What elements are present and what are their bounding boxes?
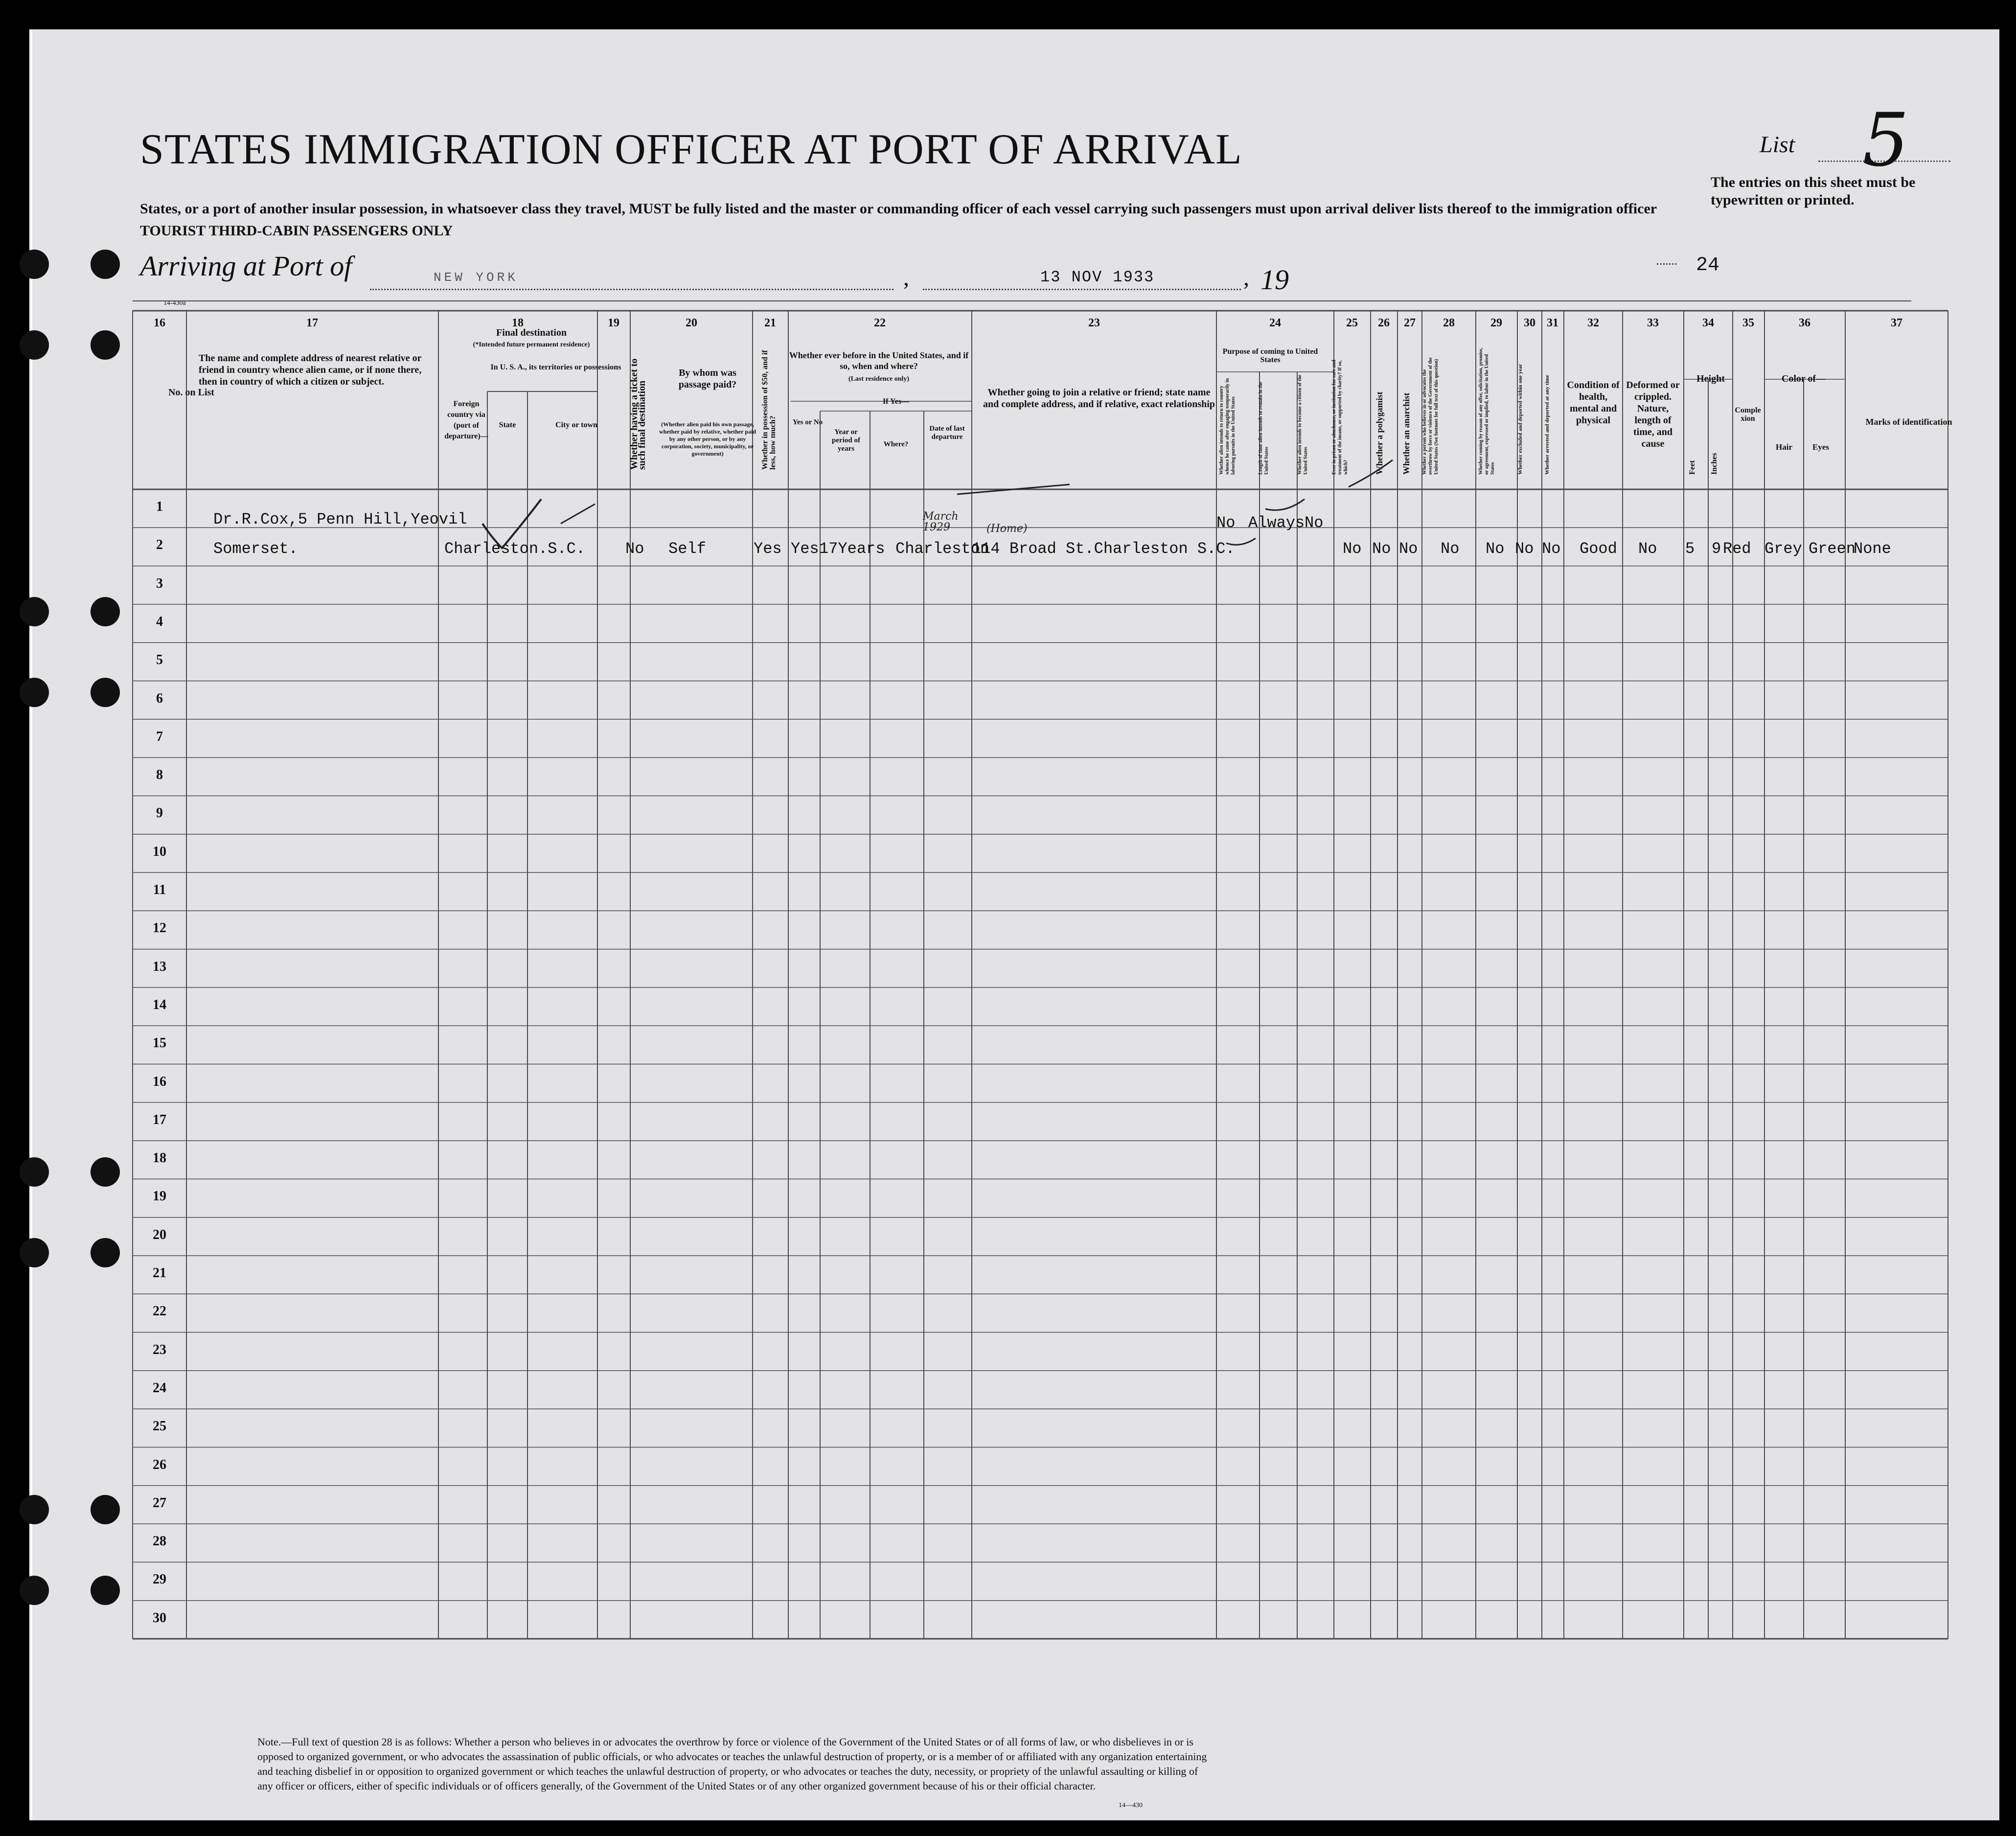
row-number: 12	[153, 920, 166, 936]
row-number: 5	[156, 652, 163, 668]
header-fifty-dollars: Whether in possession of $50, and if less, how much?	[761, 350, 777, 470]
table-grid	[32, 29, 1999, 1820]
date-value: 13 NOV 1933	[1040, 268, 1155, 286]
column-number: 32	[1587, 317, 1599, 329]
cell-date-departure: March 1929	[923, 510, 959, 533]
binding-hole	[91, 1157, 120, 1187]
row-number: 14	[153, 997, 166, 1012]
header-ticket: Whether having a ticket to such final destination	[629, 358, 647, 470]
header-hair: Hair	[1776, 442, 1792, 452]
header-foreign-country: Foreign country via (port of departure)—	[444, 400, 488, 440]
arriving-label: Arriving at Port of	[140, 250, 352, 282]
column-number: 20	[686, 317, 697, 329]
header-if-yes: If Yes—	[882, 397, 910, 406]
row-number: 25	[153, 1419, 166, 1434]
cell-anarchist: No	[1399, 540, 1418, 558]
binding-hole	[20, 250, 49, 279]
row-number: 27	[153, 1495, 166, 1511]
header-overthrow: Whether a person who believes in or advocates the overthrow by force or violence of the Government of the United States (See footnote for full text of this question)	[1422, 357, 1439, 475]
row-number: 15	[153, 1035, 166, 1051]
row-number: 22	[153, 1304, 166, 1319]
header-final-destination: Final destination	[496, 327, 567, 338]
cell-hair: Grey	[1764, 540, 1802, 558]
header-complexion: Complexion	[1735, 406, 1761, 423]
binding-hole	[91, 330, 120, 360]
header-paid-by-note: (Whether alien paid his own passage, whether paid by relative, whether paid by any other person, or by any corporation, society, municipality, or government)	[659, 421, 756, 457]
binding-hole	[91, 1576, 120, 1605]
form-code-top: 14-430a	[163, 299, 186, 307]
cell-relative-line2: Somerset.	[213, 540, 298, 558]
cell-has-50: Yes	[754, 540, 782, 558]
page-number: 24	[1696, 254, 1720, 276]
row-number: 1	[156, 499, 163, 514]
cell-arrested: No	[1542, 540, 1561, 558]
row-number: 21	[153, 1265, 166, 1281]
row-number: 6	[156, 690, 163, 706]
column-number: 27	[1404, 317, 1416, 329]
cell-feet: 5	[1685, 540, 1695, 558]
row-number: 26	[153, 1457, 166, 1472]
column-number: 26	[1378, 317, 1390, 329]
header-relative: The name and complete address of nearest relative or friend in country whence alien came, or if none there, then in country of which a citizen or subject.	[199, 353, 422, 387]
binding-hole	[20, 1495, 49, 1524]
cell-where: Charleston	[895, 540, 990, 558]
binding-hole	[20, 1157, 49, 1187]
column-number: 19	[608, 317, 619, 329]
header-where: Where?	[883, 440, 909, 448]
header-eyes: Eyes	[1812, 442, 1829, 452]
header-last-residence: (Last residence only)	[848, 375, 910, 383]
subtitle-instructions: States, or a port of another insular possession, in whatsoever class they travel, MUST be fully listed and the master or commanding officer of each vessel carrying such passengers must upon arrival deliver lists thereof to the immigration officer	[140, 201, 1657, 217]
year-label: 19	[1260, 264, 1289, 296]
subtitle-class: TOURIST THIRD-CABIN PASSENGERS ONLY	[140, 223, 453, 239]
header-become-citizen: Whether alien intends to become a citizen of the United States	[1297, 374, 1308, 475]
cell-marks: None	[1854, 540, 1891, 558]
row-number: 13	[153, 959, 166, 974]
cell-ticket: No	[625, 540, 644, 558]
cell-destination: Charleston.S.C.	[444, 540, 586, 558]
cell-eyes: Green	[1809, 540, 1856, 558]
cell-return-intent: No	[1216, 514, 1236, 532]
list-label: List	[1760, 132, 1795, 158]
cell-excluded: No	[1515, 540, 1534, 558]
header-prison: Ever in prison or almshouse, or institution for care and treatment of the insane, or supported by charity? If so, which?	[1331, 360, 1349, 475]
cell-paid-by: Self	[668, 540, 706, 558]
column-number: 31	[1547, 317, 1558, 329]
header-anarchist: Whether an anarchist	[1401, 392, 1411, 475]
header-feet: Feet	[1688, 460, 1696, 475]
binding-hole	[20, 597, 49, 626]
header-final-destination-note: (*Intended future permanent residence)	[473, 341, 590, 348]
row-number: 3	[156, 575, 163, 591]
binding-hole	[91, 1238, 120, 1267]
cell-complexion: Red	[1723, 540, 1751, 558]
header-city: City or town	[555, 421, 597, 429]
column-number: 22	[874, 317, 886, 329]
cell-length-stay: Always	[1248, 514, 1305, 532]
column-number: 36	[1799, 317, 1810, 329]
binding-hole	[91, 678, 120, 707]
cell-joining: 114 Broad St.Charleston S.C.	[972, 540, 1235, 558]
binding-hole	[20, 1238, 49, 1267]
row-number: 7	[156, 729, 163, 744]
column-number: 17	[306, 317, 318, 329]
column-number: 28	[1443, 317, 1455, 329]
row-number: 16	[153, 1074, 166, 1089]
column-number: 24	[1269, 317, 1281, 329]
binding-hole	[20, 678, 49, 707]
cell-joining-note: (Home)	[986, 523, 1028, 535]
page-title: STATES IMMIGRATION OFFICER AT PORT OF ARRIVAL	[140, 126, 1242, 173]
row-number: 4	[156, 614, 163, 629]
row-number: 30	[153, 1610, 166, 1626]
header-date-departure: Date of last departure	[929, 425, 965, 441]
cell-prison: No	[1343, 540, 1362, 558]
column-number: 25	[1346, 317, 1358, 329]
column-number: 29	[1490, 317, 1502, 329]
cell-health: Good	[1580, 540, 1617, 558]
entries-note: The entries on this sheet must be typewritten or printed.	[1711, 174, 1916, 208]
header-no-on-list: No. on List	[168, 387, 214, 398]
header-deformed: Deformed or crippled. Nature, length of time, and cause	[1626, 380, 1680, 449]
header-color: Color of—	[1781, 373, 1826, 384]
cell-offer-labor: No	[1486, 540, 1505, 558]
cell-deformed: No	[1638, 540, 1657, 558]
row-number: 2	[156, 537, 163, 553]
header-paid-by: By whom was passage paid?	[678, 367, 737, 390]
column-number: 33	[1647, 317, 1659, 329]
header-state: State	[499, 421, 516, 429]
footnote: Note.—Full text of question 28 is as follows: Whether a person who believes in or advocates the overthrow by force or violence of the Government of the United States or of all forms of law, or who disbelieves in or is opposed to organized government, or who advocates the assassination of public officials, or who advocates or teaches the unlawful destruction of property, or is a member of or affiliated with any organization entertaining and teaching disbelief in or opposition to organized government or which teaches the unlawful destruction of property, or who advocates or teaches the duty, necessity, or propriety of the unlawful assaulting or killing of any officer or officers, either of specific individuals or of officers generally, of the Government of the United States or of any other organized government because of his or their official character.	[257, 1736, 1207, 1792]
binding-hole	[91, 597, 120, 626]
port-value: NEW YORK	[434, 270, 518, 285]
row-number: 8	[156, 767, 163, 783]
header-excluded: Whether excluded and deported within one year	[1517, 364, 1523, 475]
header-marks: Marks of identification	[1865, 417, 1952, 427]
row-number: 28	[153, 1534, 166, 1549]
row-number: 19	[153, 1189, 166, 1204]
cell-overthrow: No	[1441, 540, 1460, 558]
column-number: 23	[1088, 317, 1100, 329]
manifest-sheet: STATES IMMIGRATION OFFICER AT PORT OF ARRIVAL States, or a port of another insular possession, in whatsoever class they travel, MUST be fully listed and the master or commanding officer of each vessel carrying such passengers must upon arrival deliver lists thereof to the immigration officer TOURIST THIRD-CABIN PASSENGERS ONLY Arriving at Port of NEW YORK , 13 NOV 1933 , 19 24 List 5 The entries on this sheet must be typewritten or printed. 14-430a 16 17 18 19 20 21 22 23 24 25 26 27 28 29 30 31 32 33 34 35 36 37 No. on List The name and complete address of nearest relative or friend in country whence alien came, or if none there, then in country of which a citizen or subject. Final destination (*Intended future permanent residence) Foreign country via (port of departure)— In U. S. A., its territories or possessions State City or town Whether having a ticket to such final destination By whom was passage paid? (Whether alien paid his own passage, whether paid by relative, whether paid by any other person, or by any corporation, society, municipality, or government) Whether in possession of $50, and if less, how much? Whether ever before in the United States, and if so, when and where? (Last residence only) If Yes— Yes or No Year or period of years Where? Date of last departure Whether going to join a relative or friend; state name and complete address, and if relative, exact relationship Purpose of coming to United States Whether alien intends to return to country whence he came after engaging temporarily in laboring pursuits in the United States Length of time alien intends to remain in the United States Whether alien intends to become a citizen of the United States Ever in prison or almshouse, or institution for care and treatment of the insane, or supported by charity? If so, which? Whether a polygamist Whether an anarchist Whether a person who believes in or advocates the overthrow by force or violence of the Government of the United States (See footnote for full text of this question) Whether coming by reason of any offer, solicitation, promise, or agreement, expressed or implied, to labor in the United States Whether excluded and deported within one year Whether arrested and deported at any time Condition of health, mental and physical Deformed or crippled. Nature, length of time, and cause Height Feet Inches Complexion Color of— Hair Eyes Marks of identification 1 2 3 4 5 6 7 8 9 10 11 12 13 14 15 16 17 18 19 20 21 22 23 24 25 26 27 28 29 30 Dr.R.Cox,5 Penn Hill,Yeovil Somerset. Charleston.S.C. No Self Yes Yes 17Years Charleston March 1929 114 Broad St.Charleston S.C. (Home) No Always No No No No No No No No Good No 5 9 Red Grey Green None Note.—Full text of question 28 is as follows: Whether a person who believes in or advocates the overthrow by force or violence of the Government of the United States or of all forms of law, or who disbelieves in or is opposed to organized government, or who advocates the assassination of public officials, or who advocates or teaches the unlawful destruction of property, or is a member of or affiliated with any organization entertaining and teaching disbelief in or opposition to organized government or which teaches the unlawful destruction of property, or who advocates or teaches the duty, necessity, or propriety of the unlawful assaulting or killing of any officer or officers, either of specific individuals or of officers generally, of the Government of the United States or of any other organized government because of his or their official character. 14—430	[29, 29, 1999, 1820]
column-number: 16	[154, 317, 165, 329]
header-offer-labor: Whether coming by reason of any offer, solicitation, promise, or agreement, expressed or implied, to labor in the United States	[1478, 347, 1495, 475]
binding-hole	[20, 330, 49, 360]
header-joining: Whether going to join a relative or friend; state name and complete address, and if relative, exact relationship	[983, 387, 1215, 410]
list-number: 5	[1862, 98, 1909, 183]
row-number: 23	[153, 1342, 166, 1357]
header-arrested: Whether arrested and deported at any time	[1544, 375, 1550, 475]
column-number: 35	[1742, 317, 1754, 329]
row-number: 29	[153, 1572, 166, 1587]
header-height: Height	[1696, 373, 1725, 384]
row-number: 10	[153, 844, 166, 859]
header-in-usa: In U. S. A., its territories or possessions	[490, 363, 621, 371]
cell-relative-line1: Dr.R.Cox,5 Penn Hill,Yeovil	[213, 510, 467, 528]
row-number: 17	[153, 1112, 166, 1127]
header-yes-no: Yes or No	[792, 418, 823, 426]
binding-hole	[20, 1576, 49, 1605]
cell-inches: 9	[1712, 540, 1721, 558]
header-ever-before: Whether ever before in the United States, and if so, when and where?	[789, 350, 969, 371]
header-purpose: Purpose of coming to United States	[1222, 347, 1318, 364]
header-health: Condition of health, mental and physical	[1567, 380, 1620, 426]
row-number: 9	[156, 805, 163, 821]
column-number: 30	[1524, 317, 1535, 329]
header-inches: Inches	[1710, 453, 1718, 475]
binding-hole	[91, 1495, 120, 1524]
row-number: 20	[153, 1227, 166, 1242]
header-return-intent: Whether alien intends to return to country whence he came after engaging temporarily in laboring pursuits in the United States	[1219, 378, 1236, 475]
header-polygamist: Whether a polygamist	[1375, 391, 1384, 475]
row-number: 24	[153, 1380, 166, 1396]
column-number: 21	[764, 317, 776, 329]
form-code-bottom: 14—430	[1119, 1802, 1143, 1809]
column-number: 37	[1891, 317, 1902, 329]
row-number: 11	[153, 882, 166, 897]
header-length-stay: Length of time alien intends to remain in the United States	[1258, 382, 1269, 475]
row-number: 18	[153, 1150, 166, 1166]
column-number: 34	[1702, 317, 1714, 329]
cell-ever-before: Yes	[791, 540, 819, 558]
header-years: Year or period of years	[832, 428, 860, 453]
binding-hole	[91, 250, 120, 279]
cell-years: 17Years	[819, 540, 885, 558]
cell-become-citizen: No	[1305, 514, 1324, 532]
column-number: 18	[512, 317, 524, 329]
cell-polygamist: No	[1372, 540, 1391, 558]
